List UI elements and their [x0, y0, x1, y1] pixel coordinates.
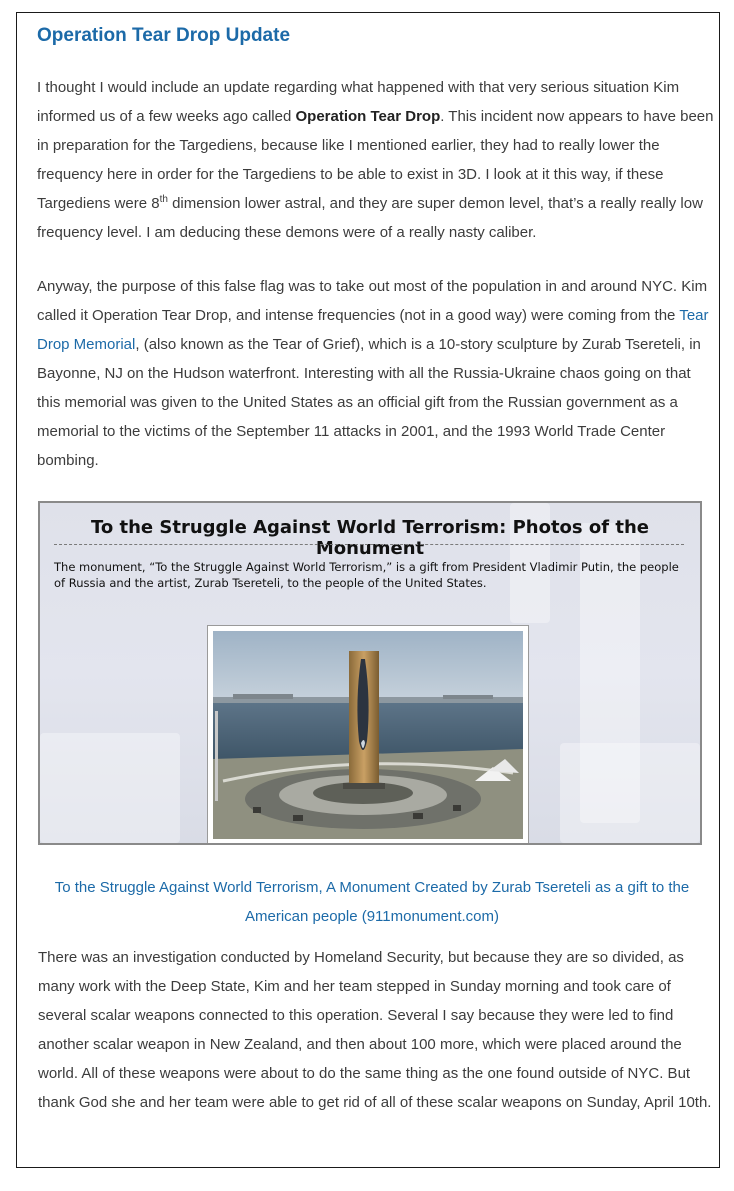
paragraph-2 — [37, 272, 717, 475]
p1-superscript: th — [159, 194, 168, 205]
title-divider — [54, 544, 684, 545]
p1-bold-term: Operation Tear Drop — [295, 108, 441, 125]
background-decoration — [560, 743, 700, 843]
background-decoration — [40, 733, 180, 843]
article-container — [16, 12, 720, 1168]
p2-text-b: , (also known as the Tear of Grief), which is a 10-story sculpture by Zurab Tsereteli, in Bayonne, NJ on the Hudson waterfront. Interesting with all the Russia-Ukraine chaos going on that this memorial was given to the United States as an official gift from the Russian government as a memorial to the victims of the September 11 attacks in 2001, and the 1993 World Trade Center bombing. — [37, 336, 701, 469]
monument-image — [38, 501, 702, 845]
image-caption-link[interactable]: To the Struggle Against World Terrorism, A Monument Created by Zurab Tsereteli as a gift to the American people (911monument.com) — [54, 879, 690, 925]
section-heading: Operation Tear Drop Update — [37, 25, 291, 46]
paragraph-1 — [37, 73, 717, 247]
monument-photo-graphic — [213, 631, 523, 839]
p2-text-a: Anyway, the purpose of this false flag was to take out most of the population in and around NYC. Kim called it Operation Tear Drop, and intense frequencies (not in a good way) were coming from the — [37, 278, 708, 324]
p1-text-b: . This incident now appears to have been in preparation for the Targediens, because like I mentioned earlier, they had to really lower the frequency here in order for the Targediens to be able to exist in 3D. I look at it this way, if these Targediens were 8 — [37, 108, 714, 212]
monument-photo — [207, 625, 529, 845]
p1-text-c: dimension lower astral, and they are super demon level, that’s a really really low frequency level. I am deducing these demons were of a really nasty caliber. — [37, 195, 703, 241]
image-description: The monument, “To the Struggle Against World Terrorism,” is a gift from President Vladimir Putin, the people of Russia and the artist, Zurab Tsereteli, to the people of the United States. — [54, 560, 679, 590]
p1-text-a: I thought I would include an update regarding what happened with that very serious situation Kim informed us of a few weeks ago called — [37, 79, 680, 125]
tear-drop-memorial-link[interactable]: Tear Drop Memorial — [37, 307, 709, 353]
image-title: To the Struggle Against World Terrorism: Photos of the Monument — [90, 517, 649, 559]
paragraph-3: There was an investigation conducted by Homeland Security, but because they are so divided, as many work with the Deep State, Kim and her team stepped in Sunday morning and took care of several scalar weapons connected to this operation. Several I say because they were led to find another scalar weapon in New Zealand, and then about 100 more, which were placed around the world. All of these weapons were about to do the same thing as the one found outside of NYC. But thank God she and her team were able to get rid of all of these scalar weapons on Sunday, April 10th. — [38, 949, 712, 1111]
